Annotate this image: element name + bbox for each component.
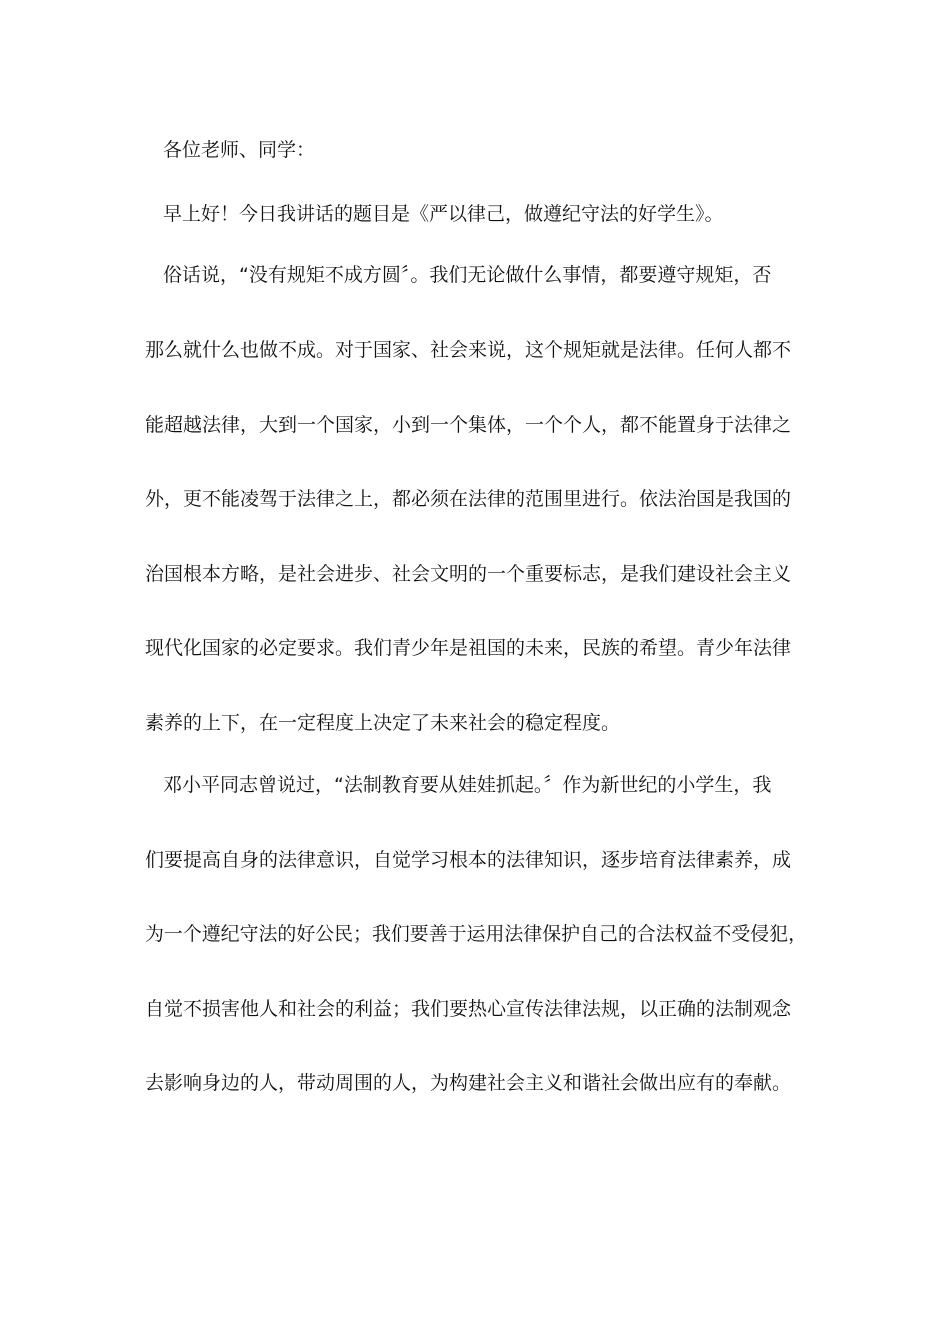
greeting: 早上好！今日我讲话的题目是《严以律己，做遵纪守法的好学生》。	[163, 203, 724, 225]
paragraph-line: 们要提高自身的法律意识，自觉学习根本的法律知识，逐步培育法律素养，成	[145, 849, 792, 871]
salutation: 各位老师、同学：	[163, 139, 316, 161]
paragraph-line: 自觉不损害他人和社会的利益；我们要热心宣传法律法规，以正确的法制观念	[145, 998, 792, 1020]
paragraph-line: 为一个遵纪守法的好公民；我们要善于运用法律保护自己的合法权益不受侵犯，	[145, 923, 808, 945]
paragraph-line: 俗话说，“没有规矩不成方圆〞。我们无论做什么事情，都要遵守规矩，否	[163, 264, 772, 286]
paragraph-line: 治国根本方略，是社会进步、社会文明的一个重要标志，是我们建设社会主义	[145, 563, 792, 585]
paragraph-line: 外，更不能凌驾于法律之上，都必须在法律的范围里进行。依法治国是我国的	[145, 488, 792, 510]
paragraph-line: 能超越法律，大到一个国家，小到一个集体，一个个人，都不能置身于法律之	[145, 414, 792, 436]
paragraph-line: 素养的上下，在一定程度上决定了未来社会的稳定程度。	[145, 712, 621, 734]
paragraph-line: 那么就什么也做不成。对于国家、社会来说，这个规矩就是法律。任何人都不	[145, 339, 792, 361]
paragraph-line: 现代化国家的必定要求。我们青少年是祖国的未来，民族的希望。青少年法律	[145, 637, 792, 659]
paragraph-line: 去影响身边的人，带动周围的人，为构建社会主义和谐社会做出应有的奉献。	[145, 1072, 792, 1094]
paragraph-line: 邓小平同志曾说过，“法制教育要从娃娃抓起。〞作为新世纪的小学生，我	[163, 774, 772, 796]
